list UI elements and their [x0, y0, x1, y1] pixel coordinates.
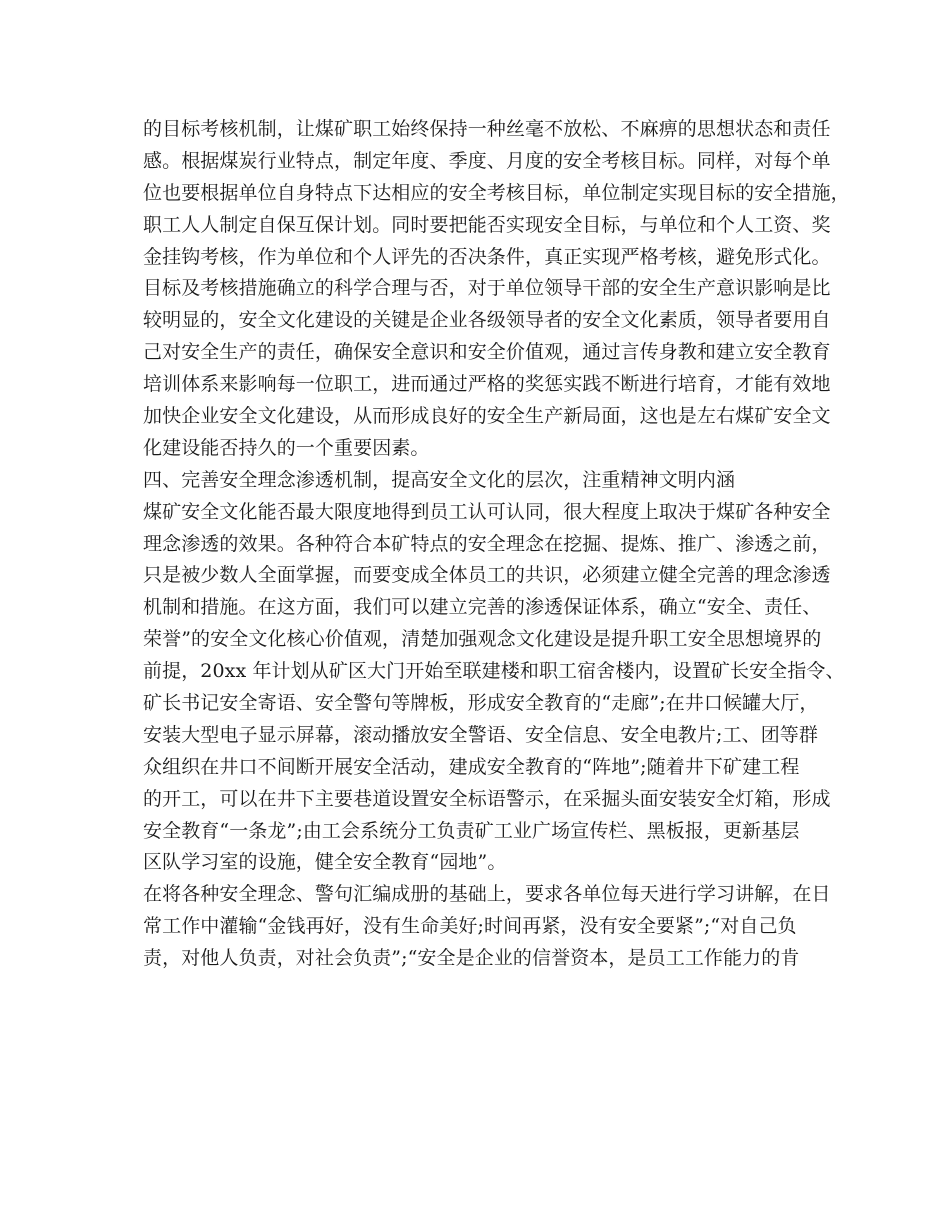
text-line: 煤矿安全文化能否最大限度地得到员工认可认同，很大程度上取决于煤矿各种安全	[143, 500, 831, 523]
text-line: 化建设能否持久的一个重要因素。	[143, 436, 430, 459]
text-line: 责，对他人负责，对社会负责”;“安全是企业的信誉资本，是员工工作能力的肯	[143, 947, 800, 970]
text-line: 目标及考核措施确立的科学合理与否，对于单位领导干部的安全生产意识影响是比	[143, 277, 831, 300]
text-line: 只是被少数人全面掌握，而要变成全体员工的共识，必须建立健全完善的理念渗透	[143, 564, 831, 587]
text-line: 感。根据煤炭行业特点，制定年度、季度、月度的安全考核目标。同样，对每个单	[143, 149, 831, 172]
text-line: 的开工，可以在井下主要巷道设置安全标语警示，在采掘头面安装安全灯箱，形成	[143, 787, 831, 810]
text-line: 培训体系来影响每一位职工，进而通过严格的奖惩实践不断进行培育，才能有效地	[143, 373, 831, 396]
text-line: 前提，20xx 年计划从矿区大门开始至联建楼和职工宿舍楼内，设置矿长安全指令、	[143, 660, 845, 683]
text-line: 矿长书记安全寄语、安全警句等牌板，形成安全教育的“走廊”;在井口候罐大厅，	[143, 692, 819, 715]
text-line: 机制和措施。在这方面，我们可以建立完善的渗透保证体系，确立“安全、责任、	[143, 596, 822, 619]
text-line: 较明显的，安全文化建设的关键是企业各级领导者的安全文化素质，领导者要用自	[143, 309, 831, 332]
text-line: 位也要根据单位自身特点下达相应的安全考核目标，单位制定实现目标的安全措施，	[143, 181, 850, 204]
text-line: 四、完善安全理念渗透机制，提高安全文化的层次，注重精神文明内涵	[143, 468, 736, 491]
text-line: 金挂钩考核，作为单位和个人评先的否决条件，真正实现严格考核，避免形式化。	[143, 245, 831, 268]
text-line: 在将各种安全理念、警句汇编成册的基础上，要求各单位每天进行学习讲解，在日	[143, 883, 831, 906]
body-text	[143, 114, 850, 975]
text-line: 理念渗透的效果。各种符合本矿特点的安全理念在挖掘、提炼、推广、渗透之前，	[143, 532, 831, 555]
text-line: 的目标考核机制，让煤矿职工始终保持一种丝毫不放松、不麻痹的思想状态和责任	[143, 118, 831, 140]
text-line: 区队学习室的设施，健全安全教育“园地”。	[143, 851, 507, 874]
text-line: 安全教育“一条龙”;由工会系统分工负责矿工业广场宣传栏、黑板报，更新基层	[143, 819, 800, 842]
text-line: 常工作中灌输“金钱再好，没有生命美好;时间再紧，没有安全要紧”;“对自己负	[143, 915, 797, 938]
text-line: 众组织在井口不间断开展安全活动，建成安全教育的“阵地”;随着井下矿建工程	[143, 755, 800, 778]
text-line: 荣誉”的安全文化核心价值观，清楚加强观念文化建设是提升职工安全思想境界的	[143, 628, 822, 651]
text-line: 己对安全生产的责任，确保安全意识和安全价值观，通过言传身教和建立安全教育	[143, 341, 831, 364]
text-line: 加快企业安全文化建设，从而形成良好的安全生产新局面，这也是左右煤矿安全文	[143, 405, 831, 428]
text-line: 职工人人制定自保互保计划。同时要把能否实现安全目标，与单位和个人工资、奖	[143, 213, 831, 236]
text-line: 安装大型电子显示屏幕，滚动播放安全警语、安全信息、安全电教片;工、团等群	[143, 723, 819, 746]
